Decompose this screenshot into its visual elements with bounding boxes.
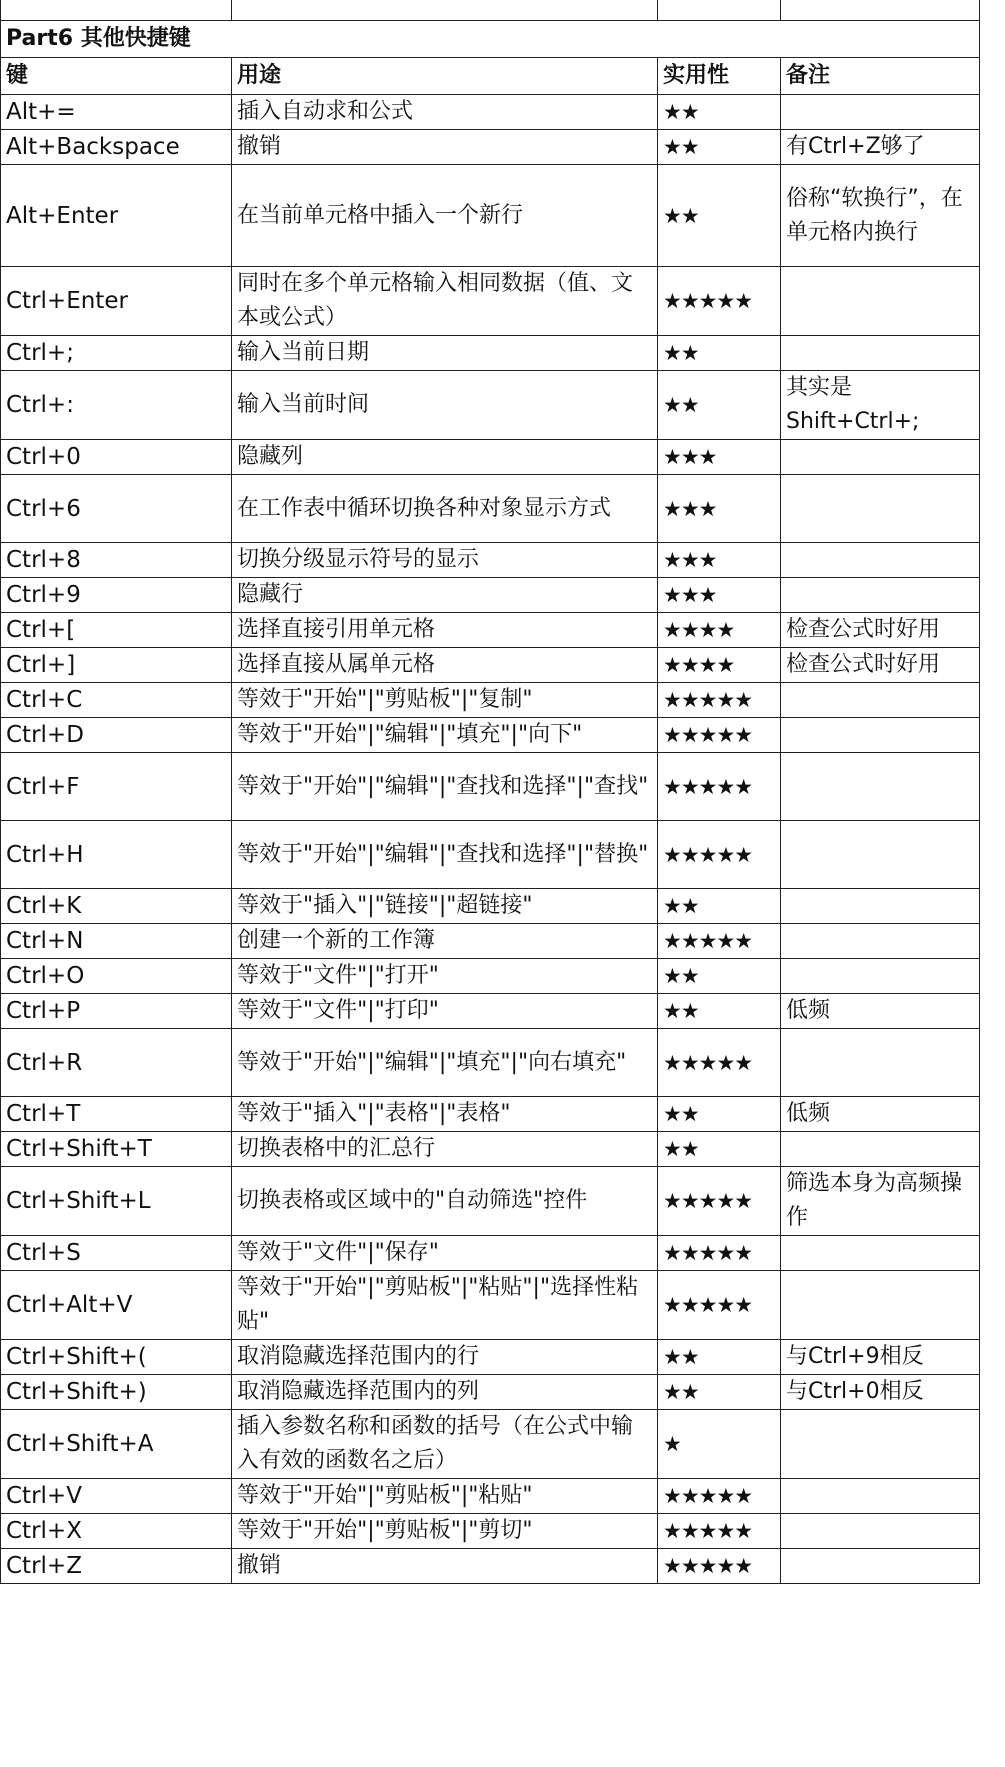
key-cell: Ctrl+C [1, 683, 232, 718]
rating-cell: ★★ [658, 1375, 781, 1410]
table-row [1, 95, 980, 130]
header-rating: 实用性 [658, 58, 781, 95]
rating-cell: ★★ [658, 889, 781, 924]
rating-cell: ★★★★★ [658, 1549, 781, 1584]
rating-cell: ★★ [658, 371, 781, 440]
rating-cell: ★★★★★ [658, 718, 781, 753]
table-row [1, 336, 980, 371]
note-cell [781, 1271, 980, 1340]
use-cell: 取消隐藏选择范围内的列 [232, 1375, 658, 1410]
table-row [1, 1549, 980, 1584]
rating-cell: ★★ [658, 994, 781, 1029]
use-cell: 输入当前日期 [232, 336, 658, 371]
key-cell: Ctrl+T [1, 1097, 232, 1132]
use-cell: 选择直接引用单元格 [232, 613, 658, 648]
key-cell: Ctrl+: [1, 371, 232, 440]
key-cell: Ctrl+S [1, 1236, 232, 1271]
table-row [1, 959, 980, 994]
table-row [1, 889, 980, 924]
table-row [1, 1132, 980, 1167]
table-row [1, 1097, 980, 1132]
note-cell [781, 1029, 980, 1097]
rating-cell: ★★★★★ [658, 1236, 781, 1271]
note-cell [781, 1549, 980, 1584]
use-cell: 等效于"开始"|"编辑"|"查找和选择"|"替换" [232, 821, 658, 889]
key-cell: Ctrl+N [1, 924, 232, 959]
table-row [1, 1029, 980, 1097]
note-cell [781, 578, 980, 613]
key-cell: Ctrl+K [1, 889, 232, 924]
key-cell: Ctrl+Z [1, 1549, 232, 1584]
use-cell: 切换表格或区域中的"自动筛选"控件 [232, 1167, 658, 1236]
use-cell: 创建一个新的工作簿 [232, 924, 658, 959]
key-cell: Ctrl+Shift+T [1, 1132, 232, 1167]
table-row [1, 683, 980, 718]
note-cell: 低频 [781, 994, 980, 1029]
note-cell [781, 475, 980, 543]
table-row [1, 753, 980, 821]
note-cell [781, 1479, 980, 1514]
note-cell: 有Ctrl+Z够了 [781, 130, 980, 165]
rating-cell: ★★★★ [658, 648, 781, 683]
key-cell: Ctrl+Shift+L [1, 1167, 232, 1236]
key-cell: Ctrl+9 [1, 578, 232, 613]
note-cell [781, 889, 980, 924]
table-row [1, 924, 980, 959]
note-cell [781, 1514, 980, 1549]
key-cell: Alt+Backspace [1, 130, 232, 165]
rating-cell: ★★★ [658, 543, 781, 578]
header-row [1, 58, 980, 95]
rating-cell: ★★★★★ [658, 1271, 781, 1340]
note-cell [781, 753, 980, 821]
table-row [1, 1375, 980, 1410]
section-title: Part6 其他快捷键 [1, 21, 980, 58]
table-row [1, 613, 980, 648]
table-row [1, 1479, 980, 1514]
table-row [1, 648, 980, 683]
key-cell: Ctrl+X [1, 1514, 232, 1549]
rating-cell: ★★★★★ [658, 267, 781, 336]
key-cell: Ctrl+Alt+V [1, 1271, 232, 1340]
use-cell: 等效于"开始"|"剪贴板"|"复制" [232, 683, 658, 718]
note-cell [781, 95, 980, 130]
table-row [1, 475, 980, 543]
rating-cell: ★★★★ [658, 613, 781, 648]
use-cell: 隐藏列 [232, 440, 658, 475]
rating-cell: ★★ [658, 959, 781, 994]
rating-cell: ★★ [658, 1132, 781, 1167]
table-row [1, 718, 980, 753]
use-cell: 切换表格中的汇总行 [232, 1132, 658, 1167]
use-cell: 等效于"文件"|"打开" [232, 959, 658, 994]
use-cell: 插入自动求和公式 [232, 95, 658, 130]
note-cell: 与Ctrl+9相反 [781, 1340, 980, 1375]
key-cell: Ctrl+D [1, 718, 232, 753]
use-cell: 撤销 [232, 1549, 658, 1584]
key-cell: Ctrl+; [1, 336, 232, 371]
note-cell [781, 543, 980, 578]
key-cell: Ctrl+[ [1, 613, 232, 648]
key-cell: Ctrl+H [1, 821, 232, 889]
use-cell: 等效于"开始"|"剪贴板"|"剪切" [232, 1514, 658, 1549]
use-cell: 隐藏行 [232, 578, 658, 613]
table-row [1, 1271, 980, 1340]
key-cell: Ctrl+Shift+( [1, 1340, 232, 1375]
use-cell: 等效于"插入"|"表格"|"表格" [232, 1097, 658, 1132]
rating-cell: ★★★★★ [658, 821, 781, 889]
use-cell: 等效于"开始"|"剪贴板"|"粘贴"|"选择性粘贴" [232, 1271, 658, 1340]
table-row [1, 578, 980, 613]
use-cell: 撤销 [232, 130, 658, 165]
rating-cell: ★★★ [658, 578, 781, 613]
table-row [1, 440, 980, 475]
key-cell: Ctrl+F [1, 753, 232, 821]
key-cell: Ctrl+] [1, 648, 232, 683]
rating-cell: ★★★★★ [658, 683, 781, 718]
key-cell: Ctrl+0 [1, 440, 232, 475]
use-cell: 选择直接从属单元格 [232, 648, 658, 683]
use-cell: 在工作表中循环切换各种对象显示方式 [232, 475, 658, 543]
table-row [1, 821, 980, 889]
note-cell: 其实是Shift+Ctrl+; [781, 371, 980, 440]
rating-cell: ★★★★★ [658, 1167, 781, 1236]
use-cell: 等效于"文件"|"打印" [232, 994, 658, 1029]
rating-cell: ★★ [658, 130, 781, 165]
key-cell: Ctrl+8 [1, 543, 232, 578]
note-cell [781, 1132, 980, 1167]
use-cell: 在当前单元格中插入一个新行 [232, 165, 658, 267]
rating-cell: ★★ [658, 165, 781, 267]
note-cell [781, 440, 980, 475]
table-row [1, 371, 980, 440]
table-row [1, 165, 980, 267]
use-cell: 取消隐藏选择范围内的行 [232, 1340, 658, 1375]
use-cell: 插入参数名称和函数的括号（在公式中输入有效的函数名之后） [232, 1410, 658, 1479]
note-cell [781, 924, 980, 959]
note-cell [781, 336, 980, 371]
note-cell [781, 959, 980, 994]
rating-cell: ★★★★★ [658, 753, 781, 821]
rating-cell: ★★ [658, 1340, 781, 1375]
note-cell [781, 1410, 980, 1479]
note-cell [781, 718, 980, 753]
use-cell: 等效于"开始"|"编辑"|"填充"|"向右填充" [232, 1029, 658, 1097]
key-cell: Ctrl+P [1, 994, 232, 1029]
key-cell: Alt+= [1, 95, 232, 130]
use-cell: 等效于"插入"|"链接"|"超链接" [232, 889, 658, 924]
key-cell: Alt+Enter [1, 165, 232, 267]
note-cell [781, 821, 980, 889]
rating-cell: ★★★★★ [658, 1029, 781, 1097]
header-note: 备注 [781, 58, 980, 95]
table-row [1, 267, 980, 336]
rating-cell: ★★★ [658, 475, 781, 543]
use-cell: 输入当前时间 [232, 371, 658, 440]
rating-cell: ★★ [658, 95, 781, 130]
header-key: 键 [1, 58, 232, 95]
rating-cell: ★★★ [658, 440, 781, 475]
rating-cell: ★★★★★ [658, 1514, 781, 1549]
table-row [1, 1410, 980, 1479]
table-row [1, 543, 980, 578]
rating-cell: ★★★★★ [658, 1479, 781, 1514]
table-row [1, 994, 980, 1029]
note-cell: 俗称“软换行”，在单元格内换行 [781, 165, 980, 267]
note-cell [781, 683, 980, 718]
rating-cell: ★★ [658, 1097, 781, 1132]
use-cell: 切换分级显示符号的显示 [232, 543, 658, 578]
key-cell: Ctrl+V [1, 1479, 232, 1514]
use-cell: 同时在多个单元格输入相同数据（值、文本或公式） [232, 267, 658, 336]
table-row [1, 1167, 980, 1236]
key-cell: Ctrl+Enter [1, 267, 232, 336]
table-row [1, 1236, 980, 1271]
rating-cell: ★★ [658, 336, 781, 371]
use-cell: 等效于"文件"|"保存" [232, 1236, 658, 1271]
section-title-row [1, 21, 980, 58]
key-cell: Ctrl+Shift+) [1, 1375, 232, 1410]
header-use: 用途 [232, 58, 658, 95]
note-cell [781, 267, 980, 336]
key-cell: Ctrl+6 [1, 475, 232, 543]
key-cell: Ctrl+R [1, 1029, 232, 1097]
note-cell: 与Ctrl+0相反 [781, 1375, 980, 1410]
note-cell: 检查公式时好用 [781, 613, 980, 648]
table-row [1, 130, 980, 165]
note-cell: 低频 [781, 1097, 980, 1132]
table-row [1, 1514, 980, 1549]
table-row [1, 1340, 980, 1375]
rating-cell: ★★★★★ [658, 924, 781, 959]
key-cell: Ctrl+O [1, 959, 232, 994]
note-cell: 筛选本身为高频操作 [781, 1167, 980, 1236]
use-cell: 等效于"开始"|"编辑"|"填充"|"向下" [232, 718, 658, 753]
key-cell: Ctrl+Shift+A [1, 1410, 232, 1479]
use-cell: 等效于"开始"|"编辑"|"查找和选择"|"查找" [232, 753, 658, 821]
use-cell: 等效于"开始"|"剪贴板"|"粘贴" [232, 1479, 658, 1514]
note-cell [781, 1236, 980, 1271]
rating-cell: ★ [658, 1410, 781, 1479]
note-cell: 检查公式时好用 [781, 648, 980, 683]
previous-part-strip [1, 0, 980, 21]
